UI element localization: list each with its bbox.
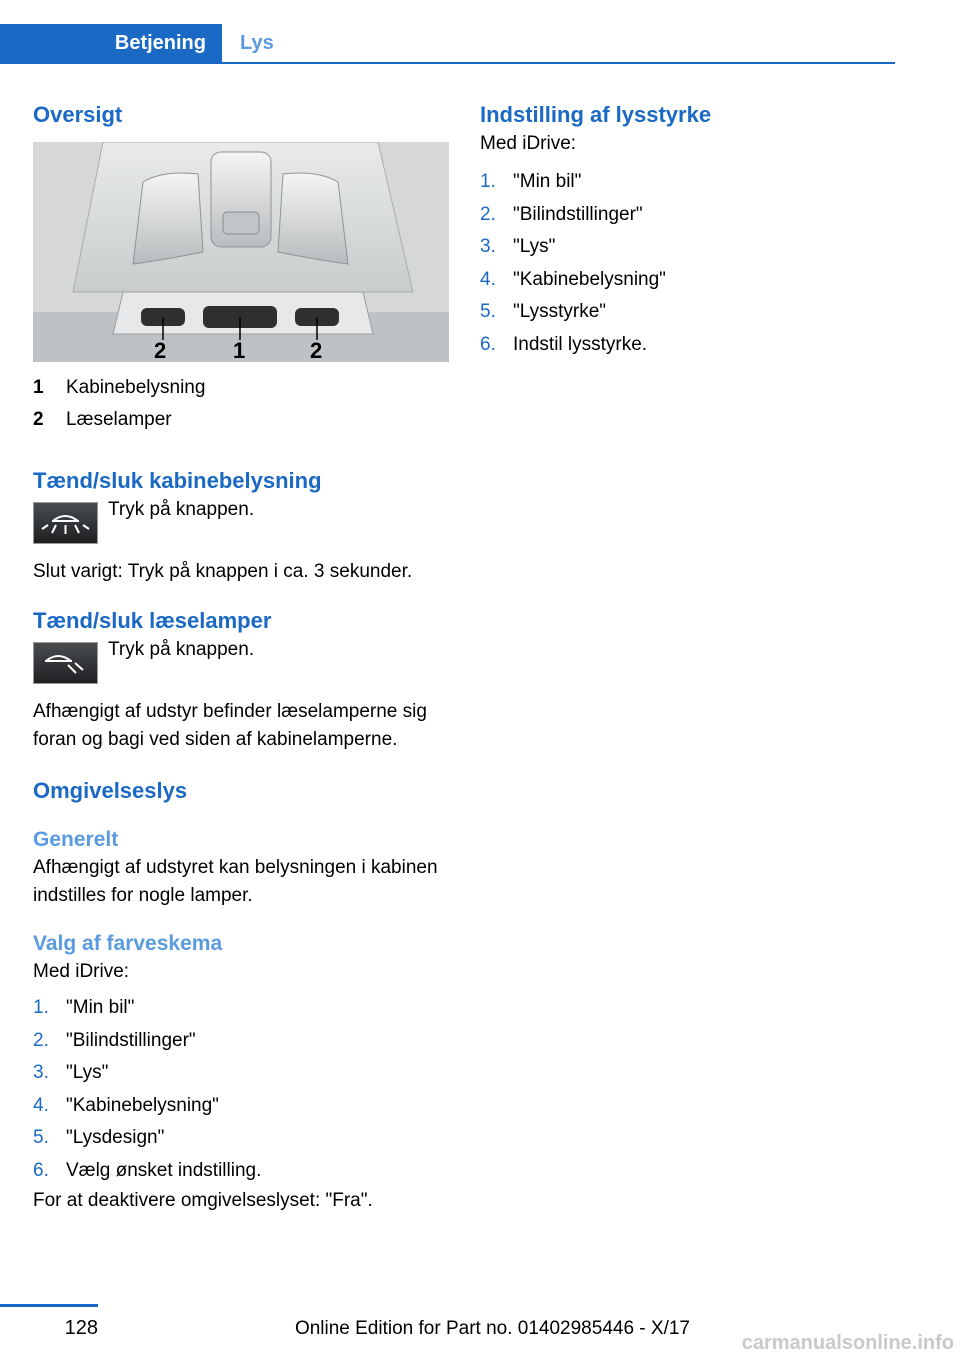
callout-1: 1: [233, 338, 246, 362]
overhead-console-illustration: [33, 142, 449, 362]
legend-number: 2: [33, 409, 44, 430]
valg-steps-list: [33, 992, 449, 1187]
step-text: "Lys": [513, 236, 556, 257]
heading-taend-kabinebelysning: Tænd/sluk kabinebelysning: [33, 468, 322, 493]
watermark: carmanualsonline.info: [741, 1332, 954, 1354]
heading-oversigt: Oversigt: [33, 102, 123, 127]
step-number: 6.: [33, 1159, 49, 1181]
step-number: 1.: [33, 997, 49, 1018]
kabine-button-row: [33, 499, 449, 544]
tab-lys[interactable]: Lys: [240, 32, 274, 54]
step-text: "Bilindstillinger": [513, 203, 643, 225]
legend-number: 1: [33, 377, 44, 398]
step-text: "Min bil": [513, 171, 582, 192]
step-text: "Lys": [66, 1062, 109, 1083]
list-item: [33, 1057, 449, 1090]
laese-note: Afhængigt af udstyr befinder læselamperne sig foran og bagi ved siden af kabinelamperne.: [33, 701, 427, 750]
right-intro: Med iDrive:: [480, 133, 577, 154]
step-number: 5.: [480, 301, 496, 322]
step-text: "Kabinebelysning": [513, 268, 666, 290]
step-number: 3.: [480, 236, 496, 257]
kabine-press-text: Tryk på knappen.: [108, 499, 255, 520]
footer-rule: [0, 1304, 98, 1307]
step-text: "Min bil": [66, 997, 135, 1018]
legend-item: [33, 404, 449, 436]
list-item: [480, 231, 896, 264]
edition-info: Online Edition for Part no. 01402985446 - X/17: [294, 1318, 690, 1339]
legend-label: Kabinebelysning: [66, 377, 206, 398]
heading-omgivelseslys: Omgivelseslys: [33, 778, 188, 803]
list-item: [480, 199, 896, 232]
step-text: "Kabinebelysning": [66, 1094, 219, 1116]
callout-2-left: 2: [154, 338, 167, 362]
interior-light-button-icon: [33, 502, 98, 544]
step-number: 2.: [480, 203, 496, 225]
figure-legend: [33, 372, 449, 436]
lysstyrke-steps-list: [480, 166, 896, 361]
overhead-console-figure: [33, 142, 449, 362]
reading-light-button-icon: [33, 642, 98, 684]
list-item: [480, 296, 896, 329]
kabine-note: Slut varigt: Tryk på knappen i ca. 3 sekunder.: [33, 561, 413, 582]
valg-outro: For at deaktivere omgivelseslyset: "Fra".: [33, 1190, 373, 1211]
heading-indstilling-af-lysstyrke: Indstilling af lysstyrke: [480, 102, 712, 127]
heading-taend-laeselamper: Tænd/sluk læselamper: [33, 608, 272, 633]
list-item: [480, 264, 896, 297]
legend-label: Læselamper: [66, 409, 172, 430]
step-number: 5.: [33, 1127, 49, 1148]
heading-valg-af-farveskema: Valg af farveskema: [33, 932, 223, 955]
header-tabbar: [0, 24, 895, 64]
list-item: [480, 166, 896, 199]
step-number: 4.: [33, 1094, 49, 1116]
tab-betjening[interactable]: Betjening: [0, 24, 222, 62]
step-number: 4.: [480, 268, 496, 290]
right-column: [480, 100, 896, 361]
laese-press-text: Tryk på knappen.: [108, 639, 255, 660]
generelt-text: Afhængigt af udstyret kan belysningen i kabinen indstilles for nogle lamper.: [33, 857, 438, 906]
heading-generelt: Generelt: [33, 828, 119, 851]
step-text: Vælg ønsket indstilling.: [66, 1159, 262, 1181]
list-item: [33, 1122, 449, 1155]
laese-button-row: [33, 639, 449, 684]
left-column: [33, 100, 449, 1215]
step-number: 6.: [480, 333, 496, 355]
step-text: Indstil lysstyrke.: [513, 333, 648, 355]
page-number: 128: [64, 1317, 98, 1339]
step-number: 3.: [33, 1062, 49, 1083]
list-item: [33, 1155, 449, 1188]
step-text: "Lysstyrke": [513, 301, 607, 322]
step-text: "Bilindstillinger": [66, 1029, 196, 1051]
valg-intro: Med iDrive:: [33, 961, 130, 982]
list-item: [480, 329, 896, 362]
legend-item: [33, 372, 449, 404]
step-number: 1.: [480, 171, 496, 192]
list-item: [33, 1025, 449, 1058]
list-item: [33, 992, 449, 1025]
callout-2-right: 2: [310, 338, 323, 362]
step-number: 2.: [33, 1029, 49, 1051]
list-item: [33, 1090, 449, 1123]
step-text: "Lysdesign": [66, 1127, 165, 1148]
